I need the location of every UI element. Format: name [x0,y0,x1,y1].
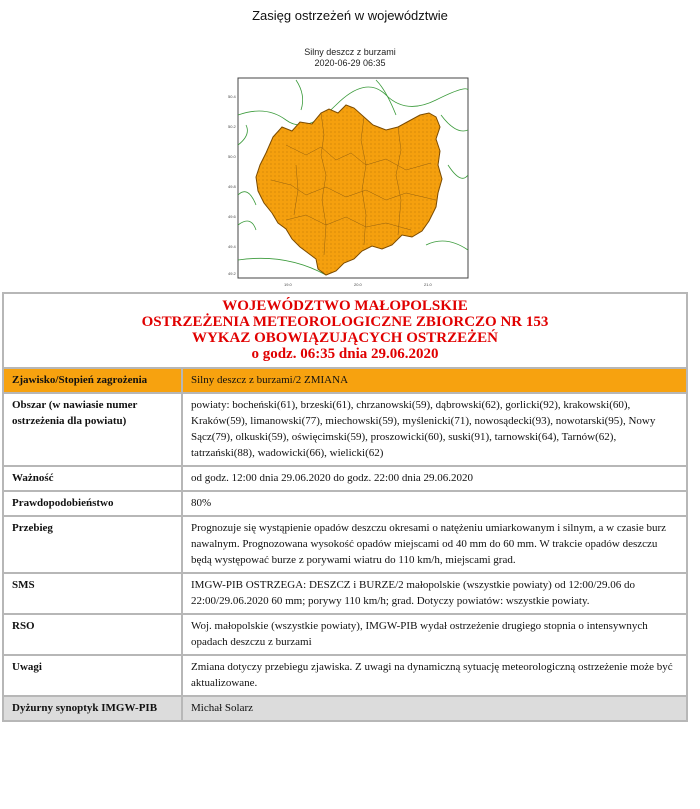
row-sms [3,573,687,614]
x-tick: 20.0 [354,282,362,287]
x-tick: 19.0 [284,282,292,287]
row-label: RSO [3,614,182,655]
row-uwagi [3,655,687,696]
row-label: Przebieg [3,516,182,573]
y-tick: 50.2 [228,124,236,129]
map-title: Silny deszcz z burzami [304,47,396,57]
map-svg [226,75,472,291]
row-label: Ważność [3,466,182,491]
header-time: o godz. 06:35 dnia 29.06.2020 [251,346,439,362]
y-tick: 49.6 [228,214,236,219]
row-value: Michał Solarz [182,696,687,721]
row-value: IMGW-PIB OSTRZEGA: DESZCZ i BURZE/2 małopolskie (wszystkie powiaty) od 12:00/29.06 do 22:00/29.06.2020 60 mm; porywy 110 km/h; grad. Dotyczy powiatów: wszystkie powiaty. [182,573,687,614]
warning-table [2,292,688,722]
row-label: Zjawisko/Stopień zagrożenia [3,368,182,393]
row-value: Woj. małopolskie (wszystkie powiaty), IMGW-PIB wydał ostrzeżenie drugiego stopnia o intensywnych opadach deszczu z burzami [182,614,687,655]
row-obszar [3,393,687,466]
row-label: Obszar (w nawiasie numer ostrzeżenia dla powiatu) [3,393,182,466]
y-tick: 49.4 [228,244,236,249]
row-value: 80% [182,491,687,516]
header-region: WOJEWÓDZTWO MAŁOPOLSKIE [222,298,468,314]
header-bulletin: OSTRZEŻENIA METEOROLOGICZNE ZBIORCZO NR 153 [141,314,549,330]
row-przebieg [3,516,687,573]
row-value: Zmiana dotyczy przebiegu zjawiska. Z uwagi na dynamiczną sytuację meteorologiczną ostrzeżenie może być aktualizowane. [182,655,687,696]
row-label: SMS [3,573,182,614]
row-value: powiaty: bocheński(61), brzeski(61), chrzanowski(59), dąbrowski(62), gorlicki(92), krakowski(60), Kraków(59), limanowski(77), miechowski(59), myślenicki(71), nowosądecki(93), nowotarski(95), Nowy Sącz(79), olkuski(59), oświęcimski(59), proszowicki(60), suski(91), tarnowski(64), Tarnów(62), tatrzański(88), wadowicki(66), wielicki(62) [182,393,687,466]
row-value: Silny deszcz z burzami/2 ZMIANA [182,368,687,393]
row-label: Dyżurny synoptyk IMGW-PIB [3,696,182,721]
row-rso [3,614,687,655]
x-tick: 21.0 [424,282,432,287]
y-tick: 49.8 [228,184,236,189]
row-zjawisko [3,368,687,393]
row-value: Prognozuje się wystąpienie opadów deszczu okresami o natężeniu umiarkowanym i silnym, a w czasie burz nawalnym. Prognozowana wysokość opadów miejscami od 40 mm do 60 mm. W trakcie opadów deszczu będą występować burze z porywami wiatru do 110 km/h, miejscami grad. [182,516,687,573]
warning-header [3,293,687,368]
warning-map [226,75,472,291]
row-prawdopodobienstwo [3,491,687,516]
y-tick: 50.0 [228,154,236,159]
map-datetime: 2020-06-29 06:35 [314,58,386,68]
row-value: od godz. 12:00 dnia 29.06.2020 do godz. 22:00 dnia 29.06.2020 [182,466,687,491]
row-synoptyk [3,696,687,721]
row-label: Uwagi [3,655,182,696]
row-label: Prawdopodobieństwo [3,491,182,516]
page-title: Zasięg ostrzeżeń w województwie [252,8,448,23]
header-list-title: WYKAZ OBOWIĄZUJĄCYCH OSTRZEŻEŃ [192,330,498,346]
y-tick: 50.4 [228,94,236,99]
row-waznosc [3,466,687,491]
y-tick: 49.2 [228,271,236,276]
